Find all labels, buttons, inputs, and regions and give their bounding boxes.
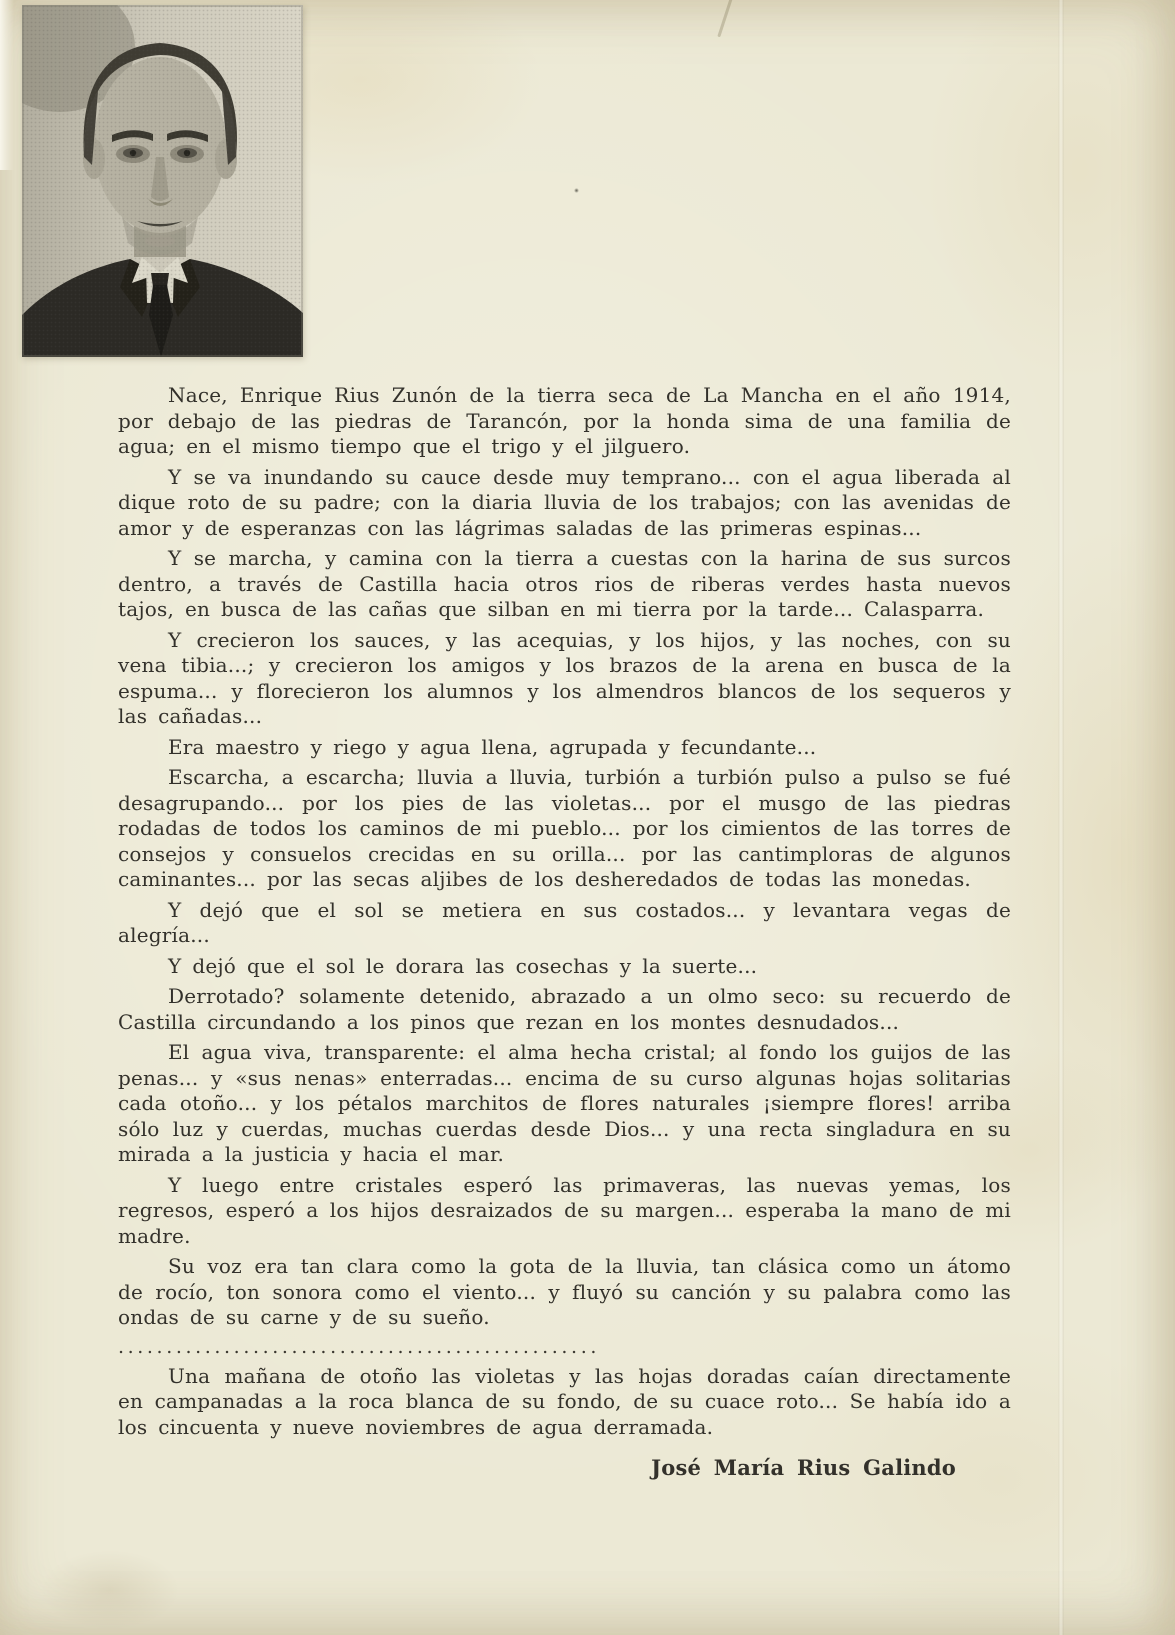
paragraph-birth: Nace, Enrique Rius Zunón de la tierra seca de La Mancha en el año 1914, por debajo de las piedras de Tarancón, por la honda sima de una familia de agua; en el mismo tiempo que el trigo y el jilguero. (118, 383, 1011, 458)
paragraph-crecieron: Y crecieron los sauces, y las acequias, y los hijos, y las noches, con su vena tibia...; y crecieron los amigos y los brazos de la arena en busca de la espuma... y florecieron los alumnos y los almendros blancos de los sequeros y las cañadas... (118, 627, 1011, 728)
author-signature: José María Rius Galindo (651, 1455, 956, 1480)
left-edge-highlight (0, 0, 14, 170)
paragraph-su-voz: Su voz era tan clara como la gota de la lluvia, tan clásica como un átomo de rocío, ton sonora como el viento... y fluyó su canción y su palabra como las ondas de su carne y de su sueño. (118, 1254, 1011, 1329)
paragraph-sol-cosechas: Y dejó que el sol le dorara las cosechas y la suerte... (168, 953, 758, 978)
paragraph-derrotado: Derrotado? solamente detenido, abrazado a un olmo seco: su recuerdo de Castilla circundando a los pinos que rezan en los montes desnudados... (118, 984, 1011, 1034)
ink-speck (574, 188, 579, 193)
portrait-photo (22, 5, 303, 357)
paragraph-final: Una mañana de otoño las violetas y las hojas doradas caían directamente en campanadas a la roca blanca de su fondo, de su cuace roto... Se había ido a los cincuenta y nueve noviembres de agua derramada. (118, 1363, 1011, 1439)
vertical-crease (1058, 0, 1064, 1635)
paragraph-escarcha: Escarcha, a escarcha; lluvia a lluvia, turbión a turbión pulso a pulso se fué desagrupando... por los pies de las violetas... por el musgo de las piedras rodadas de todos los caminos de mi pueblo... por los cimientos de las torres de consejos y consuelos crecidas en su orilla... por las cantimploras de algunos caminantes... por las secas aljibes de los desheredados de todas las monedas. (118, 765, 1011, 891)
paragraph-cristales: Y luego entre cristales esperó las primaveras, las nuevas yemas, los regresos, esperó a los hijos desraizados de su margen... esperaba la mano de mi madre. (118, 1172, 1011, 1248)
paragraph-marcha: Y se marcha, y camina con la tierra a cuestas con la harina de sus surcos dentro, a través de Castilla hacia otros rios de riberas verdes hasta nuevos tajos, en busca de las cañas que silban en mi tierra por la tarde... Calasparra. (118, 546, 1011, 621)
paragraph-agua-viva: El agua viva, transparente: el alma hecha cristal; al fondo los guijos de las penas... y «sus nenas» enterradas... encima de su curso algunas hojas solitarias cada otoño... y los pétalos marchitos de flores naturales ¡siempre flores! arriba sólo luz y cuerdas, muchas cuerdas desde Dios... y una recta singladura en su mirada a la justicia y hacia el mar. (118, 1040, 1011, 1166)
paragraph-cauce: Y se va inundando su cauce desde muy temprano... con el agua liberada al dique roto de su padre; con la diaria lluvia de los trabajos; con las avenidas de amor y de esperanzas con las lágrimas saladas de las primeras espinas... (118, 464, 1011, 540)
biography-text (118, 383, 1011, 1481)
paragraph-maestro: Era maestro y riego y agua llena, agrupada y fecundante... (168, 734, 817, 759)
paragraph-sol-costados: Y dejó que el sol se metiera en sus costados... y levantara vegas de alegría... (118, 897, 1011, 947)
dotted-separator: .................................................. (118, 1335, 600, 1358)
portrait-photo-image (22, 5, 303, 357)
top-corner-crease (717, 0, 733, 37)
bottom-left-stain (40, 1550, 180, 1630)
